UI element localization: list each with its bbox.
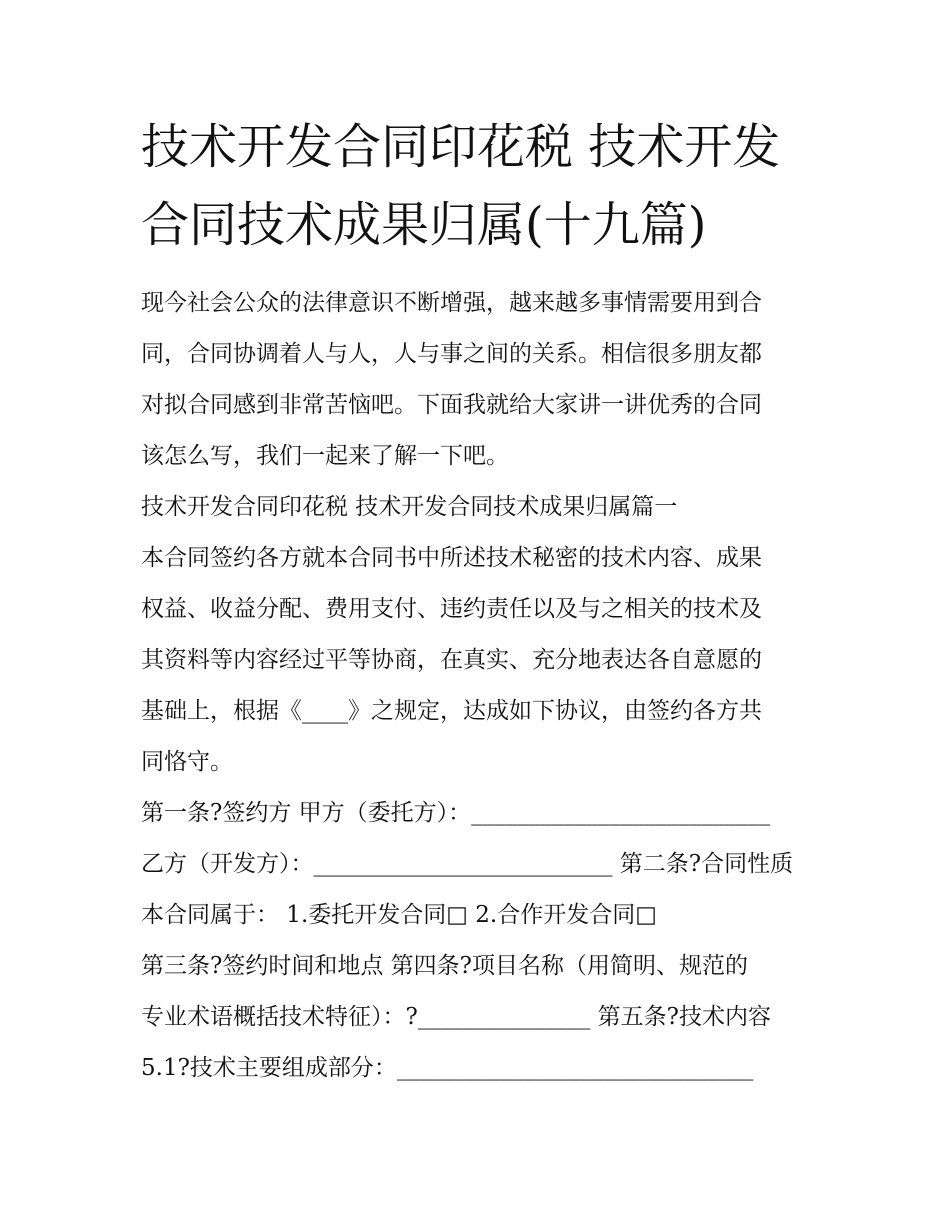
clauses-paragraph [141, 788, 821, 1094]
preamble-line: 同恪守。 [141, 749, 233, 775]
preamble-line: 本合同签约各方就本合同书中所述技术秘密的技术内容、成果 [141, 545, 762, 571]
preamble-line: 其资料等内容经过平等协商，在真实、充分地表达各自意愿的 [141, 647, 762, 673]
intro-paragraph [141, 278, 821, 482]
document-title [141, 108, 821, 264]
title-line-2: 合同技术成果归属(十九篇) [141, 197, 707, 253]
intro-line: 现今社会公众的法律意识不断增强，越来越多事情需要用到合 [141, 290, 762, 316]
clause-line: 第一条?签约方 甲方（委托方）：__________________________ [141, 800, 771, 826]
intro-line: 同，合同协调着人与人，人与事之间的关系。相信很多朋友都 [141, 341, 762, 367]
intro-line: 该怎么写，我们一起来了解一下吧。 [141, 443, 509, 469]
section-heading-text: 技术开发合同印花税 技术开发合同技术成果归属篇一 [141, 494, 678, 520]
intro-line: 对拟合同感到非常苦恼吧。下面我就给大家讲一讲优秀的合同 [141, 392, 762, 418]
clause-line: 第三条?签约时间和地点 第四条?项目名称（用简明、规范的 [141, 953, 748, 979]
document-body [141, 278, 821, 1094]
clause-line: 5.1?技术主要组成部分：_______________________________ [141, 1055, 754, 1081]
preamble-line: 基础上，根据《____》之规定，达成如下协议，由签约各方共 [141, 698, 762, 724]
clause-line: 乙方（开发方）：__________________________ 第二条?合同性质 [141, 851, 794, 877]
preamble-line: 权益、收益分配、费用支付、违约责任以及与之相关的技术及 [141, 596, 762, 622]
clause-line: 本合同属于： 1.委托开发合同□ 2.合作开发合同□ [141, 902, 657, 928]
title-line-1: 技术开发合同印花税 技术开发 [141, 119, 781, 175]
section-heading [141, 482, 821, 533]
clause-line: 专业术语概括技术特征）：?_______________ 第五条?技术内容 [141, 1004, 771, 1030]
preamble-paragraph [141, 533, 821, 788]
